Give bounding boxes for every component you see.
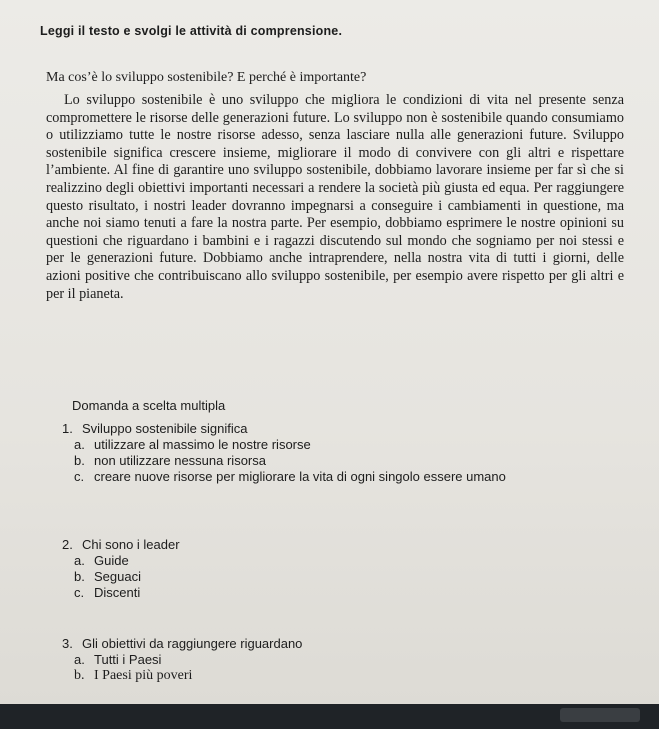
answer-option[interactable] bbox=[62, 652, 302, 668]
question-number: 1. bbox=[62, 421, 73, 436]
option-text: Seguaci bbox=[94, 569, 141, 584]
answer-option[interactable] bbox=[62, 668, 302, 684]
answer-option[interactable] bbox=[62, 553, 180, 569]
option-text: creare nuove risorse per migliorare la vita di ogni singolo essere umano bbox=[94, 469, 506, 484]
question-3-stem bbox=[62, 635, 302, 652]
option-label: a. bbox=[74, 652, 85, 667]
multiple-choice-heading: Domanda a scelta multipla bbox=[72, 398, 226, 413]
question-2 bbox=[62, 536, 180, 601]
option-label: c. bbox=[74, 469, 85, 484]
option-text: utilizzare al massimo le nostre risorse bbox=[94, 437, 311, 452]
question-2-stem bbox=[62, 536, 180, 553]
dark-surface-edge bbox=[0, 704, 659, 729]
question-number: 2. bbox=[62, 537, 73, 552]
question-text: Chi sono i leader bbox=[82, 537, 180, 552]
option-label: a. bbox=[74, 553, 85, 568]
question-number: 3. bbox=[62, 636, 73, 651]
option-label: c. bbox=[74, 585, 85, 600]
option-label: b. bbox=[74, 569, 85, 584]
option-label: a. bbox=[74, 437, 85, 452]
option-text: Discenti bbox=[94, 585, 141, 600]
answer-option[interactable] bbox=[62, 569, 180, 585]
surface-highlight bbox=[560, 708, 640, 722]
question-1 bbox=[62, 420, 506, 485]
answer-option[interactable] bbox=[62, 469, 506, 485]
answer-option[interactable] bbox=[62, 453, 506, 469]
question-3 bbox=[62, 635, 302, 684]
instruction-heading: Leggi il testo e svolgi le attività di comprensione. bbox=[40, 24, 343, 38]
question-text: Sviluppo sostenibile significa bbox=[82, 421, 248, 436]
reading-passage: Lo sviluppo sostenibile è uno sviluppo che migliora le condizioni di vita nel presente senza compromettere le risorse delle generazioni future. Lo sviluppo non è sostenibile quando consumiamo o utilizziamo tutte le nostre risorse adesso, senza lasciare nulla alle generazioni future. Sviluppo sostenibile significa crescere insieme, migliorare il modo di convivere con gli altri e rispettare l’ambiente. Al fine di garantire uno sviluppo sostenibile, dobbiamo lavorare insieme per far sì che si realizzino degli obiettivi importanti necessari a rendere la società più giusta ed equa. Per raggiungere questo risultato, i nostri leader dovranno impegnarsi a conseguire i cambiamenti in questione, ma anche noi siamo tenuti a fare la nostra parte. Per esempio, dobbiamo esprimere le nostre opinioni su questioni che riguardano i bambini e i ragazzi discutendo sul mondo che sogniamo per noi stessi e per le generazioni future. Dobbiamo anche intraprendere, nella nostra vita di tutti i giorni, delle azioni positive che contribuiscano allo sviluppo sostenibile, per esempio avere rispetto per gli altri e per il pianeta. bbox=[46, 92, 624, 302]
option-text: Guide bbox=[94, 553, 129, 568]
option-text: Tutti i Paesi bbox=[94, 652, 162, 667]
answer-option[interactable] bbox=[62, 437, 506, 453]
option-label: b. bbox=[74, 453, 85, 468]
option-text: non utilizzare nessuna risorsa bbox=[94, 453, 266, 468]
answer-option[interactable] bbox=[62, 585, 180, 601]
option-label: b. bbox=[74, 668, 85, 683]
question-1-stem bbox=[62, 420, 506, 437]
option-text: I Paesi più poveri bbox=[94, 668, 193, 683]
passage-title: Ma cos’è lo sviluppo sostenibile? E perché è importante? bbox=[46, 70, 367, 85]
question-text: Gli obiettivi da raggiungere riguardano bbox=[82, 636, 303, 651]
